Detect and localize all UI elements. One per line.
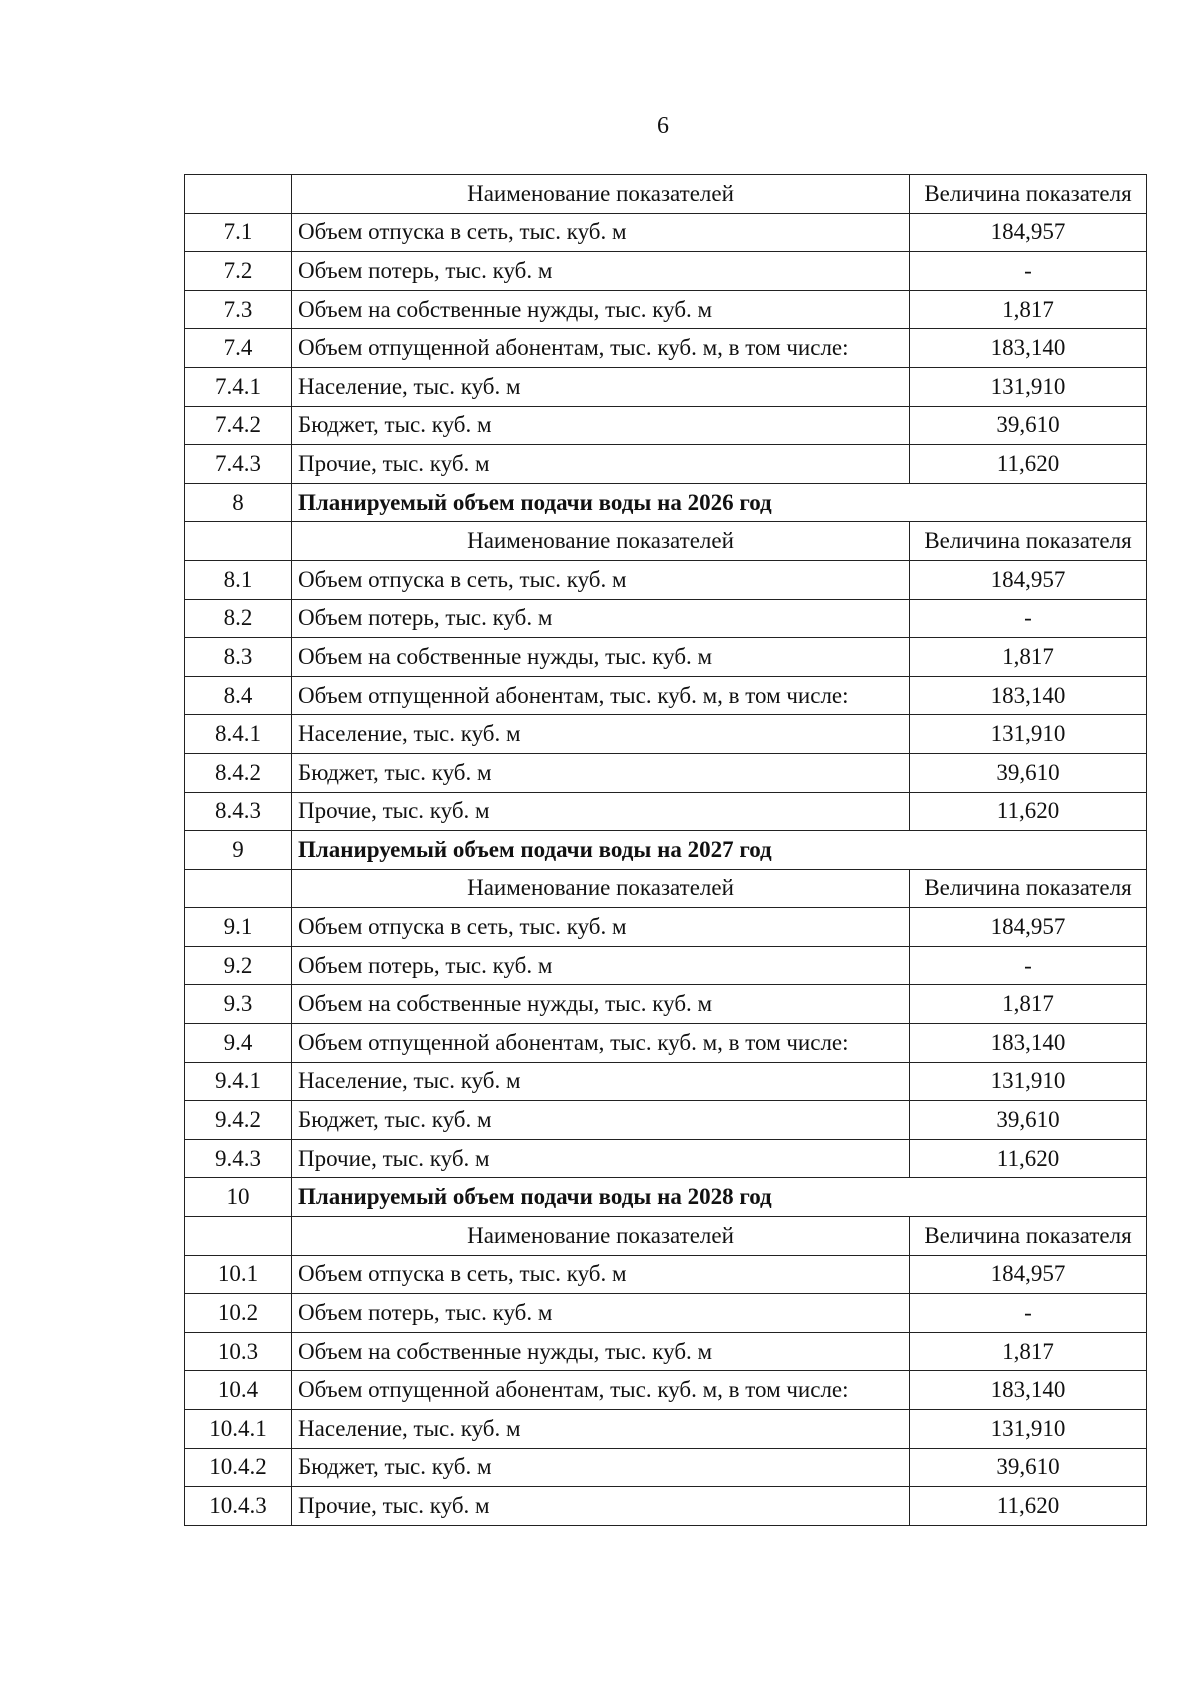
header-value-cell: Величина показателя: [910, 522, 1147, 561]
water-supply-table: [184, 174, 1147, 1526]
section-title-row: [185, 483, 1147, 522]
row-indicator-name: Объем отпущенной абонентам, тыс. куб. м, в том числе:: [292, 1024, 910, 1063]
row-indicator-value: 39,610: [910, 1448, 1147, 1487]
row-indicator-value: 184,957: [910, 908, 1147, 947]
table-row: [185, 599, 1147, 638]
row-indicator-value: 1,817: [910, 638, 1147, 677]
row-indicator-value: 131,910: [910, 1410, 1147, 1449]
table-row: [185, 367, 1147, 406]
table-row: [185, 560, 1147, 599]
row-number: 9.4.2: [185, 1101, 292, 1140]
table-row: [185, 1371, 1147, 1410]
section-title: Планируемый объем подачи воды на 2026 год: [292, 483, 1147, 522]
row-indicator-value: 183,140: [910, 1371, 1147, 1410]
row-number: 10.4.2: [185, 1448, 292, 1487]
row-number: 7.4.2: [185, 406, 292, 445]
table-body: [185, 175, 1147, 1526]
row-indicator-value: 183,140: [910, 1024, 1147, 1063]
header-value-cell: Величина показателя: [910, 869, 1147, 908]
row-indicator-value: -: [910, 599, 1147, 638]
table-row: [185, 1294, 1147, 1333]
table-header-row: [185, 869, 1147, 908]
row-indicator-name: Объем отпуска в сеть, тыс. куб. м: [292, 213, 910, 252]
table-row: [185, 1062, 1147, 1101]
row-indicator-name: Прочие, тыс. куб. м: [292, 792, 910, 831]
row-indicator-value: 39,610: [910, 406, 1147, 445]
table-row: [185, 1332, 1147, 1371]
row-indicator-name: Объем отпущенной абонентам, тыс. куб. м, в том числе:: [292, 676, 910, 715]
row-indicator-name: Прочие, тыс. куб. м: [292, 1139, 910, 1178]
table-row: [185, 1487, 1147, 1526]
table-row: [185, 252, 1147, 291]
row-number: 7.1: [185, 213, 292, 252]
row-indicator-name: Объем отпуска в сеть, тыс. куб. м: [292, 908, 910, 947]
header-name-cell: Наименование показателей: [292, 869, 910, 908]
row-number: 8.3: [185, 638, 292, 677]
table-row: [185, 406, 1147, 445]
row-indicator-value: 1,817: [910, 290, 1147, 329]
row-indicator-value: -: [910, 946, 1147, 985]
table-row: [185, 985, 1147, 1024]
table-row: [185, 908, 1147, 947]
header-name-cell: Наименование показателей: [292, 1217, 910, 1256]
row-number: 7.4.1: [185, 367, 292, 406]
row-number: 8.4.3: [185, 792, 292, 831]
section-title-row: [185, 831, 1147, 870]
row-number: 7.4: [185, 329, 292, 368]
row-indicator-value: -: [910, 1294, 1147, 1333]
row-number: 10.2: [185, 1294, 292, 1333]
row-number: 8.4.2: [185, 753, 292, 792]
table-row: [185, 792, 1147, 831]
table-row: [185, 290, 1147, 329]
row-indicator-name: Объем отпущенной абонентам, тыс. куб. м, в том числе:: [292, 329, 910, 368]
row-number: 10.1: [185, 1255, 292, 1294]
row-indicator-name: Объем потерь, тыс. куб. м: [292, 252, 910, 291]
table-row: [185, 1410, 1147, 1449]
row-indicator-value: 11,620: [910, 792, 1147, 831]
page-number: 6: [657, 113, 669, 139]
row-indicator-name: Объем на собственные нужды, тыс. куб. м: [292, 985, 910, 1024]
row-number: 10.4: [185, 1371, 292, 1410]
table-row: [185, 1101, 1147, 1140]
row-indicator-name: Объем на собственные нужды, тыс. куб. м: [292, 1332, 910, 1371]
table-row: [185, 1139, 1147, 1178]
row-indicator-name: Бюджет, тыс. куб. м: [292, 406, 910, 445]
row-number: 9.4.3: [185, 1139, 292, 1178]
row-indicator-name: Объем отпуска в сеть, тыс. куб. м: [292, 1255, 910, 1294]
row-indicator-name: Население, тыс. куб. м: [292, 1410, 910, 1449]
section-title: Планируемый объем подачи воды на 2027 год: [292, 831, 1147, 870]
section-title: Планируемый объем подачи воды на 2028 год: [292, 1178, 1147, 1217]
row-indicator-name: Бюджет, тыс. куб. м: [292, 1448, 910, 1487]
table-row: [185, 1255, 1147, 1294]
table-row: [185, 1024, 1147, 1063]
row-number: 7.2: [185, 252, 292, 291]
row-indicator-name: Бюджет, тыс. куб. м: [292, 1101, 910, 1140]
row-number: 7.3: [185, 290, 292, 329]
row-indicator-name: Объем потерь, тыс. куб. м: [292, 599, 910, 638]
table-row: [185, 753, 1147, 792]
table-row: [185, 329, 1147, 368]
table-header-row: [185, 1217, 1147, 1256]
row-indicator-name: Население, тыс. куб. м: [292, 1062, 910, 1101]
row-indicator-value: 131,910: [910, 1062, 1147, 1101]
section-number: 9: [185, 831, 292, 870]
header-num-cell: [185, 869, 292, 908]
section-number: 8: [185, 483, 292, 522]
row-indicator-value: 1,817: [910, 1332, 1147, 1371]
row-indicator-name: Бюджет, тыс. куб. м: [292, 753, 910, 792]
row-number: 10.4.1: [185, 1410, 292, 1449]
row-indicator-name: Прочие, тыс. куб. м: [292, 445, 910, 484]
row-number: 9.4: [185, 1024, 292, 1063]
row-indicator-value: 11,620: [910, 445, 1147, 484]
table-row: [185, 445, 1147, 484]
row-number: 8.2: [185, 599, 292, 638]
row-indicator-value: 184,957: [910, 560, 1147, 599]
table-header-row: [185, 175, 1147, 214]
row-number: 9.4.1: [185, 1062, 292, 1101]
row-number: 7.4.3: [185, 445, 292, 484]
row-indicator-value: 183,140: [910, 329, 1147, 368]
row-indicator-name: Объем на собственные нужды, тыс. куб. м: [292, 638, 910, 677]
row-indicator-name: Прочие, тыс. куб. м: [292, 1487, 910, 1526]
row-indicator-name: Объем потерь, тыс. куб. м: [292, 946, 910, 985]
header-name-cell: Наименование показателей: [292, 522, 910, 561]
table-row: [185, 715, 1147, 754]
row-indicator-value: 184,957: [910, 1255, 1147, 1294]
header-name-cell: Наименование показателей: [292, 175, 910, 214]
row-indicator-value: 131,910: [910, 715, 1147, 754]
row-indicator-value: 11,620: [910, 1139, 1147, 1178]
section-title-row: [185, 1178, 1147, 1217]
row-indicator-value: 184,957: [910, 213, 1147, 252]
header-num-cell: [185, 1217, 292, 1256]
table-row: [185, 676, 1147, 715]
row-indicator-name: Население, тыс. куб. м: [292, 367, 910, 406]
row-indicator-value: -: [910, 252, 1147, 291]
row-indicator-value: 183,140: [910, 676, 1147, 715]
header-value-cell: Величина показателя: [910, 175, 1147, 214]
table-row: [185, 638, 1147, 677]
row-indicator-name: Объем потерь, тыс. куб. м: [292, 1294, 910, 1333]
header-value-cell: Величина показателя: [910, 1217, 1147, 1256]
row-number: 8.4: [185, 676, 292, 715]
row-indicator-value: 131,910: [910, 367, 1147, 406]
row-number: 9.2: [185, 946, 292, 985]
table-row: [185, 946, 1147, 985]
table-row: [185, 213, 1147, 252]
row-number: 10.4.3: [185, 1487, 292, 1526]
table-row: [185, 1448, 1147, 1487]
row-indicator-name: Объем отпуска в сеть, тыс. куб. м: [292, 560, 910, 599]
row-indicator-value: 39,610: [910, 753, 1147, 792]
row-indicator-name: Объем на собственные нужды, тыс. куб. м: [292, 290, 910, 329]
row-indicator-value: 39,610: [910, 1101, 1147, 1140]
header-num-cell: [185, 175, 292, 214]
row-number: 9.1: [185, 908, 292, 947]
row-number: 10.3: [185, 1332, 292, 1371]
row-indicator-value: 1,817: [910, 985, 1147, 1024]
row-indicator-name: Объем отпущенной абонентам, тыс. куб. м, в том числе:: [292, 1371, 910, 1410]
table-header-row: [185, 522, 1147, 561]
row-number: 8.4.1: [185, 715, 292, 754]
row-indicator-name: Население, тыс. куб. м: [292, 715, 910, 754]
row-number: 8.1: [185, 560, 292, 599]
section-number: 10: [185, 1178, 292, 1217]
row-number: 9.3: [185, 985, 292, 1024]
header-num-cell: [185, 522, 292, 561]
row-indicator-value: 11,620: [910, 1487, 1147, 1526]
